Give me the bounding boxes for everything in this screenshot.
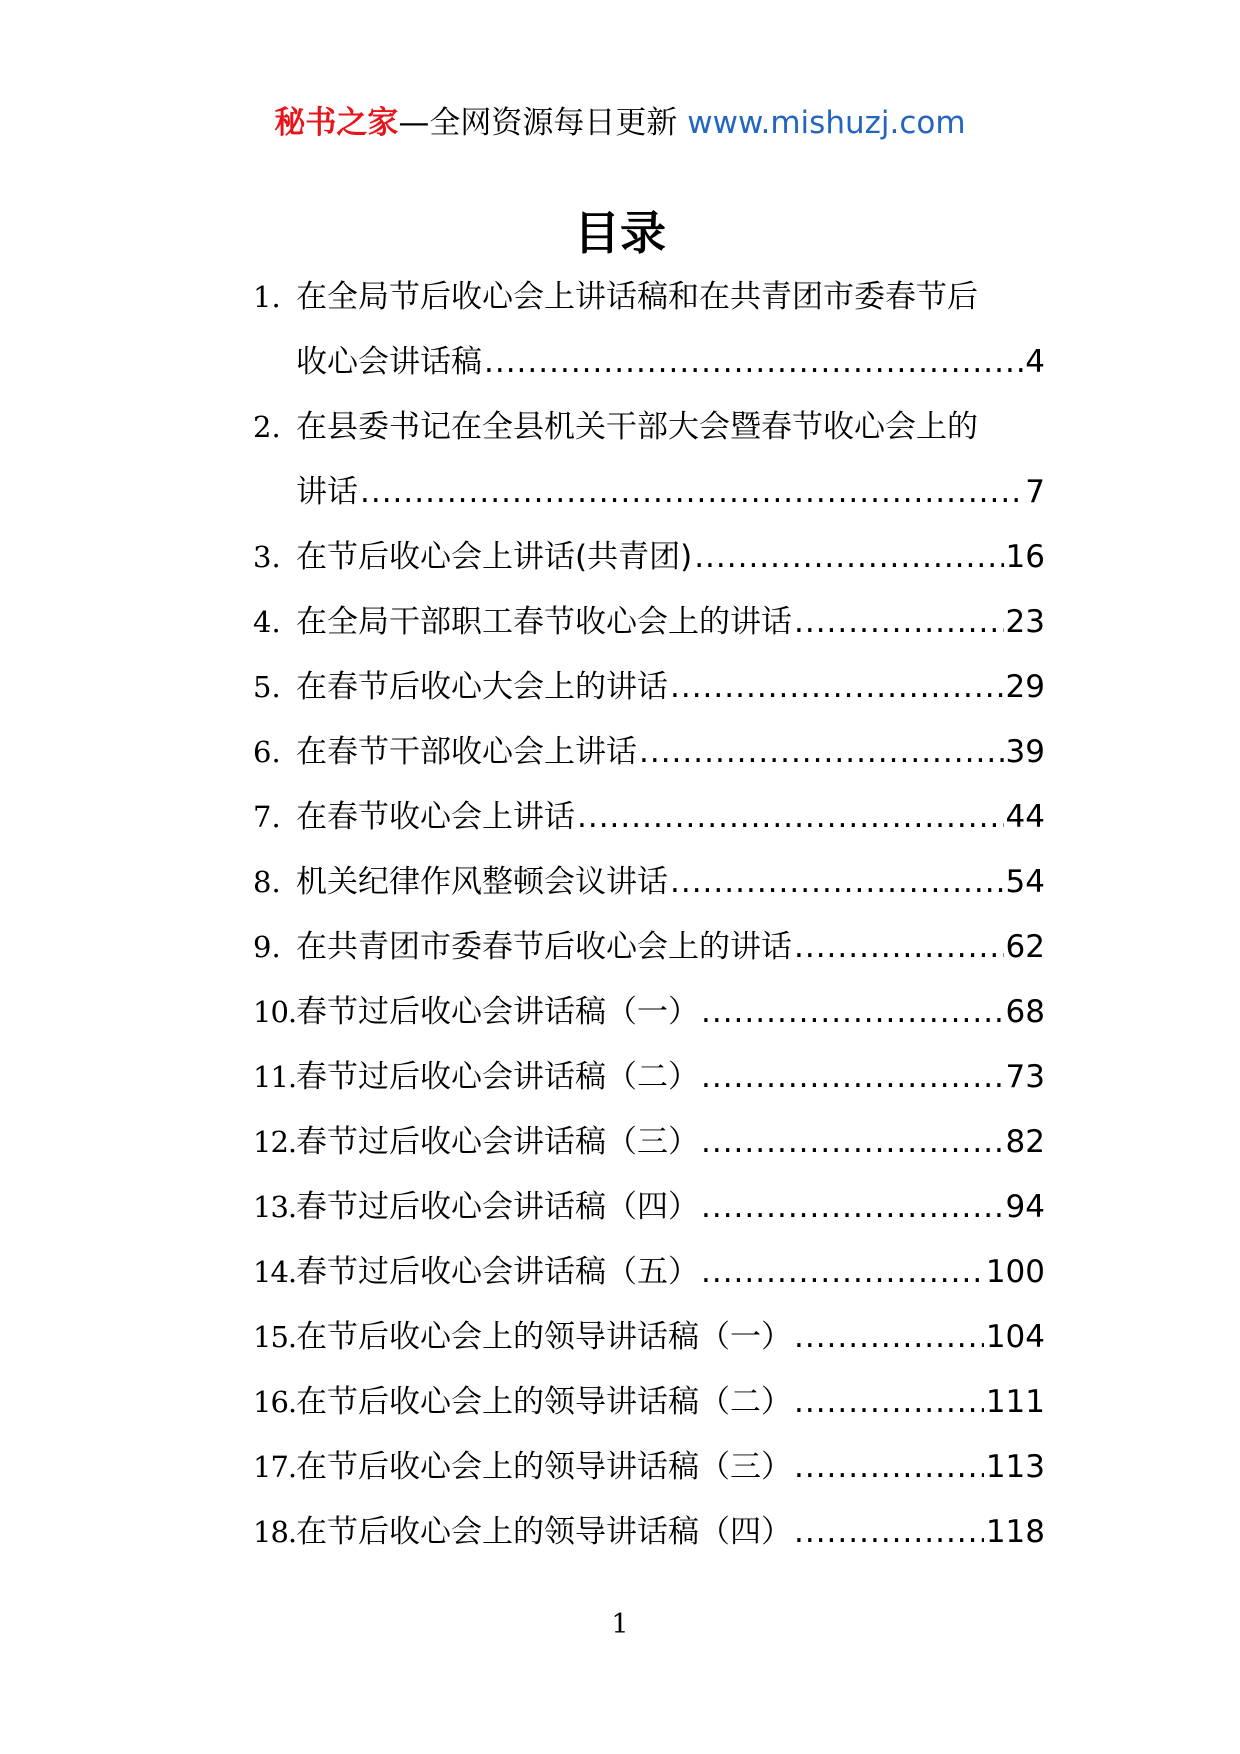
toc-page-number: 39 xyxy=(1005,734,1045,770)
toc-number: 15. xyxy=(253,1320,297,1354)
toc-number: 5. xyxy=(253,670,281,704)
toc-number: 12. xyxy=(253,1125,297,1159)
dot-leader xyxy=(639,720,1004,785)
toc-title: 在全局干部职工春节收心会上的讲话 xyxy=(296,604,792,640)
toc-number: 17. xyxy=(253,1450,297,1484)
toc-entry-15[interactable] xyxy=(253,1305,1045,1370)
toc-page-number: 73 xyxy=(1005,1059,1045,1095)
toc-entry-8[interactable] xyxy=(253,850,1045,915)
toc-number: 1. xyxy=(253,280,281,314)
toc-page-number: 104 xyxy=(985,1319,1045,1355)
toc-number: 16. xyxy=(253,1385,297,1419)
toc-number: 2. xyxy=(253,410,281,444)
table-of-contents xyxy=(253,265,1045,1565)
toc-number: 13. xyxy=(253,1190,297,1224)
toc-line xyxy=(253,1435,1045,1500)
dot-leader xyxy=(701,1045,1004,1110)
dot-leader xyxy=(701,980,1004,1045)
toc-title: 在春节干部收心会上讲话 xyxy=(296,734,637,770)
toc-title: 春节过后收心会讲话稿（五） xyxy=(296,1254,699,1290)
toc-number: 10. xyxy=(253,995,297,1029)
toc-title: 春节过后收心会讲话稿（二） xyxy=(296,1059,699,1095)
toc-entry-6[interactable] xyxy=(253,720,1045,785)
toc-entry-2[interactable] xyxy=(253,395,1045,525)
site-banner xyxy=(0,103,1240,143)
toc-page-number: 94 xyxy=(1005,1189,1045,1225)
toc-entry-17[interactable] xyxy=(253,1435,1045,1500)
toc-page-number: 29 xyxy=(1005,669,1045,705)
toc-entry-11[interactable] xyxy=(253,1045,1045,1110)
toc-entry-4[interactable] xyxy=(253,590,1045,655)
toc-page-number: 54 xyxy=(1005,864,1045,900)
dot-leader xyxy=(794,1500,984,1565)
toc-page-number: 23 xyxy=(1005,604,1045,640)
toc-number: 6. xyxy=(253,735,281,769)
toc-number: 18. xyxy=(253,1515,297,1549)
toc-title-continued: 收心会讲话稿 xyxy=(296,344,482,380)
toc-entry-12[interactable] xyxy=(253,1110,1045,1175)
toc-title: 在县委书记在全县机关干部大会暨春节收心会上的 xyxy=(296,409,978,445)
toc-line xyxy=(253,1500,1045,1565)
toc-page-number: 4 xyxy=(1025,344,1045,380)
toc-number: 4. xyxy=(253,605,281,639)
toc-line xyxy=(253,1370,1045,1435)
dot-leader xyxy=(577,785,1004,850)
dot-leader xyxy=(694,525,1003,590)
toc-entry-7[interactable] xyxy=(253,785,1045,850)
toc-number: 9. xyxy=(253,930,281,964)
toc-entry-16[interactable] xyxy=(253,1370,1045,1435)
toc-number: 7. xyxy=(253,800,281,834)
toc-entry-18[interactable] xyxy=(253,1500,1045,1565)
toc-title: 在春节后收心大会上的讲话 xyxy=(296,669,668,705)
page-footer-number: 1 xyxy=(611,1609,629,1640)
toc-line xyxy=(253,1305,1045,1370)
toc-number: 11. xyxy=(253,1060,297,1094)
dot-leader xyxy=(484,330,1023,395)
toc-title: 在全局节后收心会上讲话稿和在共青团市委春节后 xyxy=(296,279,978,315)
toc-line xyxy=(253,1175,1045,1240)
toc-title: 在节后收心会上的领导讲话稿（一） xyxy=(296,1319,792,1355)
toc-title: 春节过后收心会讲话稿（四） xyxy=(296,1189,699,1225)
dot-leader xyxy=(701,1110,1004,1175)
toc-title: 在节后收心会上讲话(共青团) xyxy=(296,539,693,575)
toc-number: 14. xyxy=(253,1255,297,1289)
dot-leader xyxy=(794,590,1004,655)
toc-number: 8. xyxy=(253,865,281,899)
dot-leader xyxy=(794,1370,984,1435)
toc-title: 在节后收心会上的领导讲话稿（四） xyxy=(296,1514,792,1550)
toc-line xyxy=(253,785,1045,850)
toc-line xyxy=(253,915,1045,980)
dot-leader xyxy=(794,915,1004,980)
toc-title-continued: 讲话 xyxy=(296,474,358,510)
toc-title: 春节过后收心会讲话稿（一） xyxy=(296,994,699,1030)
brand-name: 秘书之家 xyxy=(274,105,399,141)
toc-line xyxy=(253,1045,1045,1110)
dot-leader xyxy=(701,1240,984,1305)
toc-page-number: 82 xyxy=(1005,1124,1045,1160)
dot-leader xyxy=(794,1305,984,1370)
toc-entry-9[interactable] xyxy=(253,915,1045,980)
toc-number: 3. xyxy=(253,540,281,574)
toc-line xyxy=(253,265,1045,330)
dot-leader xyxy=(670,850,1004,915)
toc-line xyxy=(253,395,1045,460)
toc-line xyxy=(253,330,1045,395)
toc-line xyxy=(253,525,1045,590)
toc-line xyxy=(253,720,1045,785)
dot-leader xyxy=(794,1435,984,1500)
page-title: 目录 xyxy=(574,206,666,260)
dot-leader xyxy=(360,460,1023,525)
toc-page-number: 68 xyxy=(1005,994,1045,1030)
dot-leader xyxy=(670,655,1004,720)
toc-page-number: 16 xyxy=(1005,539,1045,575)
toc-entry-10[interactable] xyxy=(253,980,1045,1045)
toc-line xyxy=(253,1110,1045,1175)
toc-entry-14[interactable] xyxy=(253,1240,1045,1305)
toc-title: 在节后收心会上的领导讲话稿（三） xyxy=(296,1449,792,1485)
toc-entry-5[interactable] xyxy=(253,655,1045,720)
toc-page-number: 113 xyxy=(985,1449,1045,1485)
toc-line xyxy=(253,460,1045,525)
toc-page-number: 118 xyxy=(985,1514,1045,1550)
site-url-link[interactable]: www.mishuzj.com xyxy=(687,105,966,141)
toc-page-number: 100 xyxy=(985,1254,1045,1290)
toc-title: 在春节收心会上讲话 xyxy=(296,799,575,835)
toc-page-number: 7 xyxy=(1025,474,1045,510)
toc-line xyxy=(253,1240,1045,1305)
toc-line xyxy=(253,850,1045,915)
toc-page-number: 62 xyxy=(1005,929,1045,965)
toc-line xyxy=(253,590,1045,655)
toc-line xyxy=(253,655,1045,720)
dot-leader xyxy=(701,1175,1004,1240)
toc-page-number: 111 xyxy=(985,1384,1045,1420)
brand-tagline: —全网资源每日更新 xyxy=(398,105,688,141)
toc-entry-3[interactable] xyxy=(253,525,1045,590)
toc-page-number: 44 xyxy=(1005,799,1045,835)
toc-title: 在节后收心会上的领导讲话稿（二） xyxy=(296,1384,792,1420)
toc-line xyxy=(253,980,1045,1045)
toc-entry-13[interactable] xyxy=(253,1175,1045,1240)
toc-title: 在共青团市委春节后收心会上的讲话 xyxy=(296,929,792,965)
toc-title: 机关纪律作风整顿会议讲话 xyxy=(296,864,668,900)
toc-title: 春节过后收心会讲话稿（三） xyxy=(296,1124,699,1160)
toc-entry-1[interactable] xyxy=(253,265,1045,395)
